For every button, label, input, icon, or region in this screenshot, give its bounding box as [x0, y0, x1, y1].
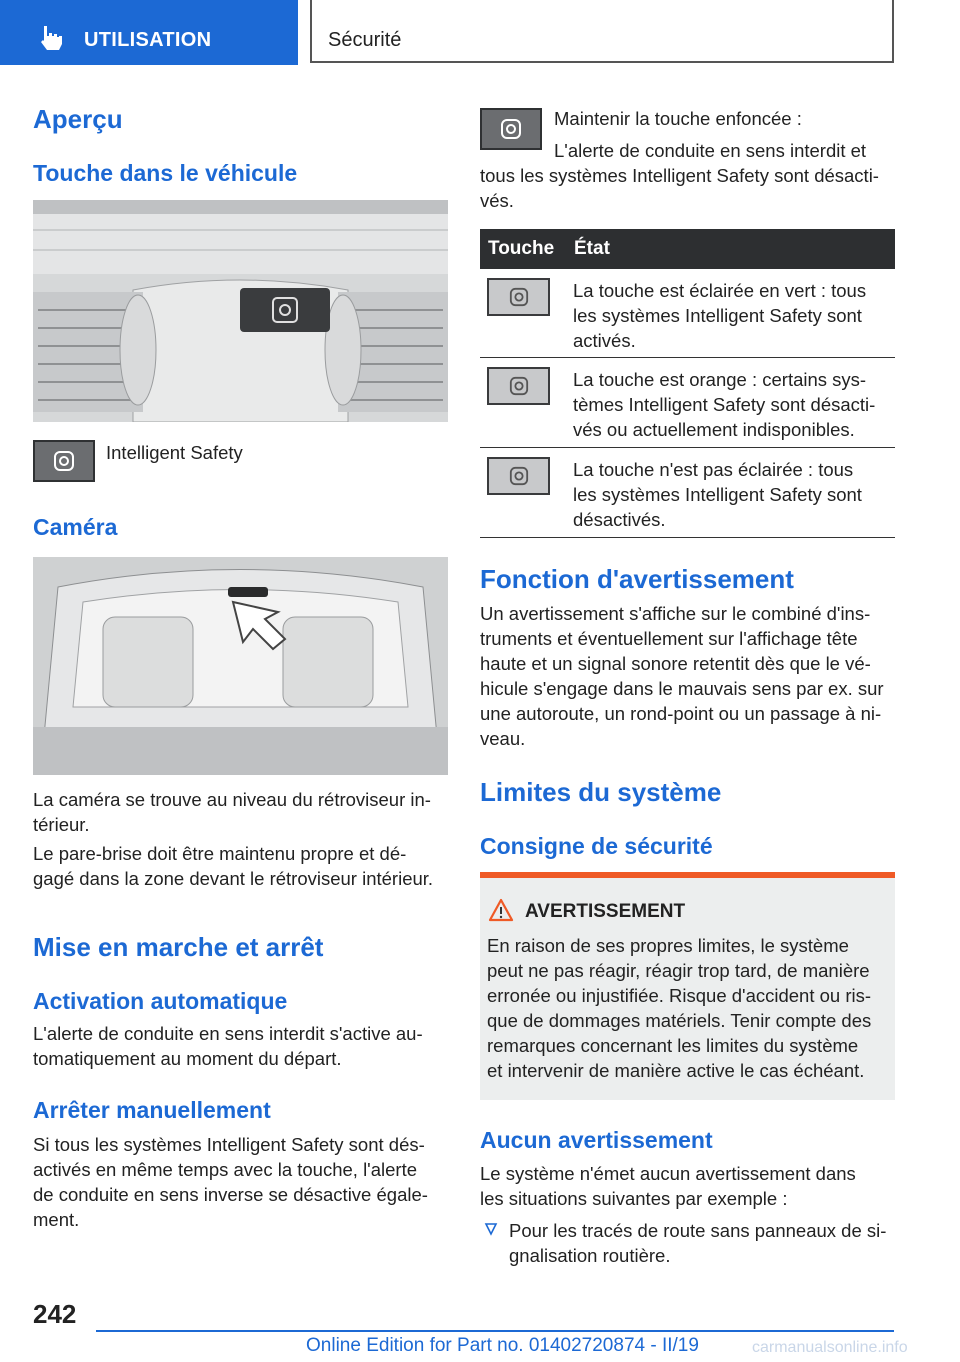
list-item: Pour les tracés de route sans panneaux de si- gnalisation routière. [509, 1220, 887, 1266]
heading-aucun: Aucun avertissement [480, 1127, 713, 1153]
warning-box [480, 872, 895, 1100]
warning-triangle-icon [488, 898, 514, 922]
maintenir-line-2: L'alerte de conduite en sens interdit et [554, 140, 867, 161]
heading-touche: Touche dans le véhicule [33, 160, 298, 186]
bullet-triangle-icon [484, 1222, 498, 1236]
arreter-paragraph: Si tous les systèmes Intelligent Safety sont dés- activés en même temps avec la touche, l'alerte de conduite en sens inverse se désactive égale- ment. [33, 1134, 428, 1230]
heading-camera: Caméra [33, 514, 118, 540]
car-interior-photo [33, 557, 448, 775]
warning-text: En raison de ses propres limites, le système peut ne pas réagir, réagir trop tard, de manière erronée ou injustifiée. Risque d'accident ou ris- que de dommages matériels. Tenir compte des remarques concernant les limites du système et intervenir de manière active le cas échéant. [487, 935, 872, 1081]
table-row: La touche est orange : certains sys- tèmes Intelligent Safety sont désacti- vés ou actuellement indisponibles. [573, 369, 876, 440]
intelligent-safety-button-icon [33, 440, 95, 482]
heading-activation: Activation automatique [33, 988, 288, 1014]
safety-icon [509, 287, 529, 307]
table-row: La touche est éclairée en vert : tous les systèmes Intelligent Safety sont activés. [573, 280, 867, 351]
button-icon-dark [480, 108, 542, 150]
safety-icon [509, 466, 529, 486]
heading-fonction: Fonction d'avertissement [480, 564, 794, 594]
aucun-paragraph: Le système n'émet aucun avertissement dans les situations suivantes par exemple : [480, 1163, 856, 1209]
button-caption: Intelligent Safety [106, 442, 243, 463]
chapter-tab [0, 0, 298, 65]
button-icon-off [487, 457, 550, 495]
safety-icon [509, 376, 529, 396]
dashboard-photo [33, 200, 448, 422]
safety-icon [53, 450, 75, 472]
chapter-label: UTILISATION [84, 29, 212, 51]
section-label: Sécurité [328, 29, 402, 51]
col-etat: État [574, 238, 610, 259]
watermark: carmanualsonline.info [752, 1339, 908, 1356]
row-divider [480, 447, 895, 448]
warning-title: AVERTISSEMENT [525, 901, 686, 922]
camera-paragraph-2: Le pare-brise doit être maintenu propre et dé- gagé dans la zone devant le rétroviseur intérieur. [33, 843, 434, 889]
heading-arreter: Arrêter manuellement [33, 1097, 271, 1123]
col-touche: Touche [488, 238, 555, 259]
heading-limites: Limites du système [480, 777, 722, 807]
row-divider [480, 537, 895, 538]
activation-paragraph: L'alerte de conduite en sens interdit s'active au- tomatiquement au moment du départ. [33, 1023, 423, 1069]
section-header [310, 0, 894, 63]
hand-pointer-icon [36, 24, 64, 52]
safety-icon [500, 118, 522, 140]
page-number: 242 [33, 1299, 77, 1329]
fonction-paragraph: Un avertissement s'affiche sur le combiné d'ins- truments et éventuellement sur l'affichage tête haute et un signal sonore retentit dès que le vé- hicule s'engage dans le mauvais sens par ex. sur une autoroute, un rond-point ou un passage à ni- veau. [480, 603, 884, 749]
maintenir-line-1: Maintenir la touche enfoncée : [554, 108, 802, 129]
button-icon-orange [487, 367, 550, 405]
row-divider [480, 357, 895, 358]
footer-rule [96, 1330, 894, 1332]
table-header [480, 229, 895, 269]
heading-consigne: Consigne de sécurité [480, 833, 713, 859]
button-icon-green [487, 278, 550, 316]
table-row: La touche n'est pas éclairée : tous les systèmes Intelligent Safety sont désactivés. [573, 459, 862, 530]
heading-mise-en-marche: Mise en marche et arrêt [33, 932, 324, 962]
heading-apercu: Aperçu [33, 104, 123, 134]
edition-note: Online Edition for Part no. 01402720874 - II/19 [306, 1335, 699, 1356]
camera-paragraph-1: La caméra se trouve au niveau du rétroviseur in- térieur. [33, 789, 431, 835]
maintenir-line-3: tous les systèmes Intelligent Safety sont désacti- vés. [480, 165, 879, 211]
